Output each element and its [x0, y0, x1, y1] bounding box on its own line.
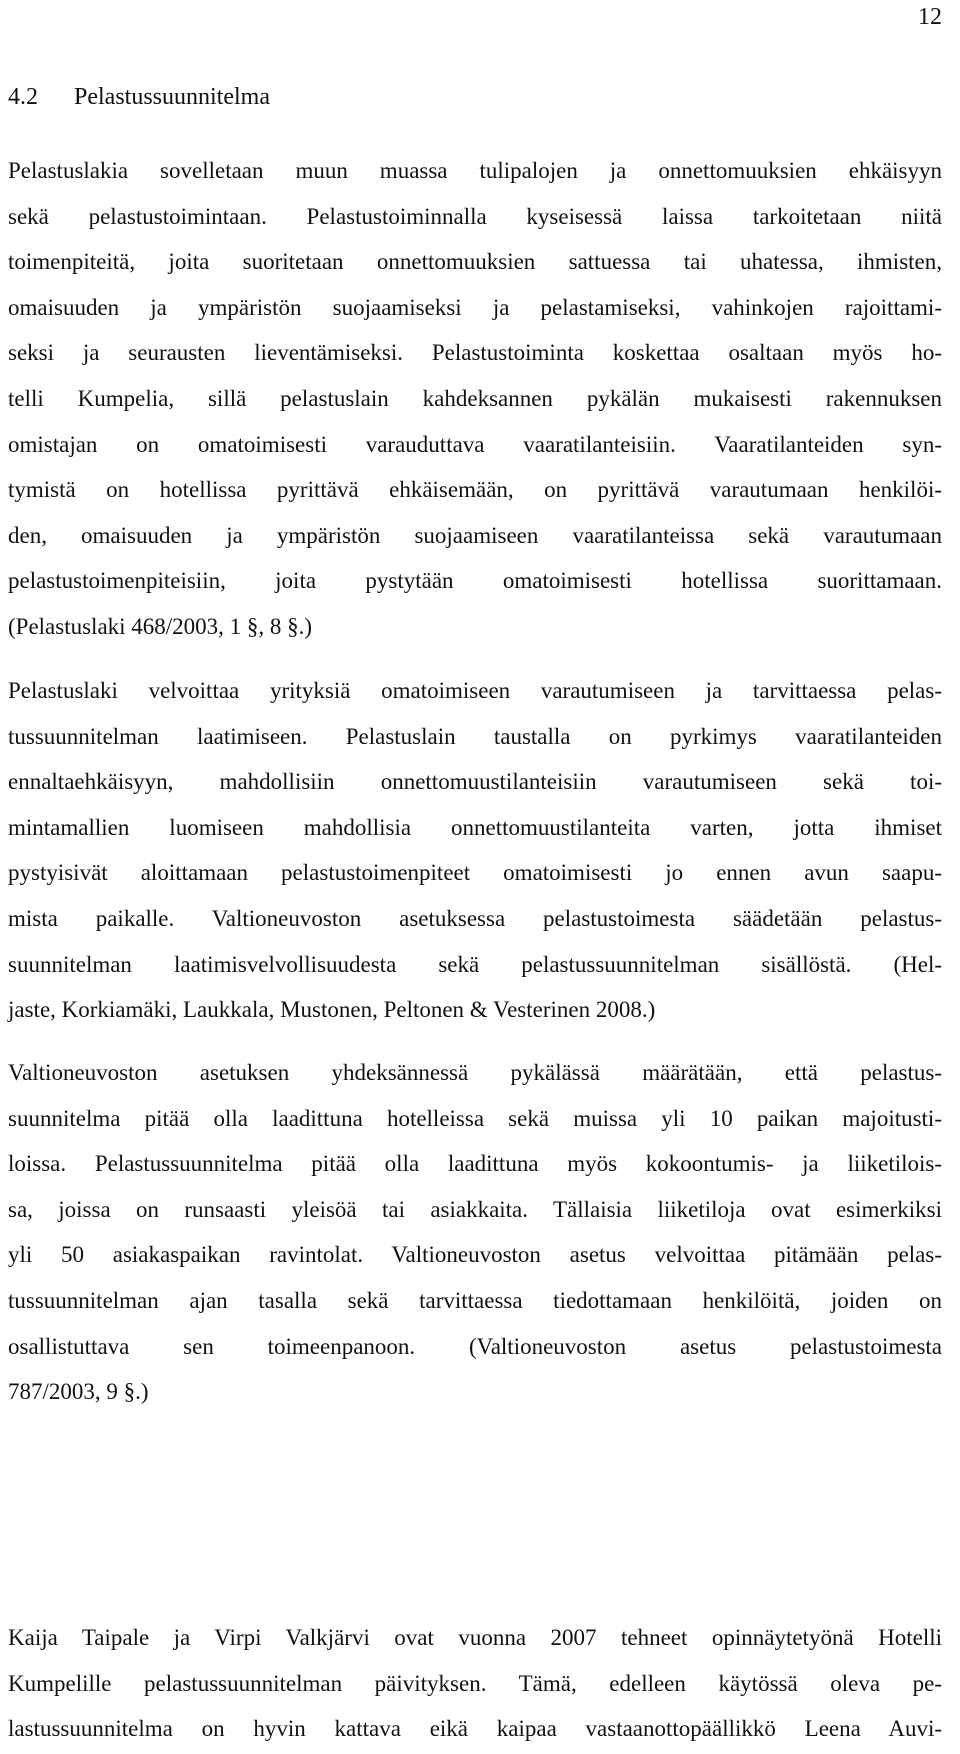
paragraph-line: yli 50 asiakaspaikan ravintolat. Valtioneuvoston asetus velvoittaa pitämään pelas- [8, 1242, 942, 1268]
paragraph-line: sekä pelastustoimintaan. Pelastustoiminnalla kyseisessä laissa tarkoitetaan niitä [8, 203, 942, 229]
section-title: Pelastussuunnitelma [74, 84, 270, 110]
paragraph-4 [8, 1615, 942, 1752]
paragraph-line: osallistuttava sen toimeenpanoon. (Valtioneuvoston asetus pelastustoimesta [8, 1333, 942, 1359]
paragraph-line: pystyisivät aloittamaan pelastustoimenpiteet omatoimisesti jo ennen avun saapu- [8, 860, 942, 886]
paragraph-line: suunnitelman laatimisvelvollisuudesta sekä pelastussuunnitelman sisällöstä. (Hel- [8, 951, 942, 977]
paragraph-line: jaste, Korkiamäki, Laukkala, Mustonen, Peltonen & Vesterinen 2008.) [8, 997, 656, 1023]
paragraph-line: tussuunnitelman laatimiseen. Pelastuslain taustalla on pyrkimys vaaratilanteiden [8, 723, 942, 749]
paragraph-line: pelastustoimenpiteisiin, joita pystytään omatoimisesti hotellissa suorittamaan. [8, 568, 942, 594]
paragraph-line: Kaija Taipale ja Virpi Valkjärvi ovat vuonna 2007 tehneet opinnäytetyönä Hotelli [8, 1625, 942, 1650]
paragraph-line: omaisuuden ja ympäristön suojaamiseksi ja pelastamiseksi, vahinkojen rajoittami- [8, 294, 942, 320]
paragraph-1 [8, 148, 942, 650]
paragraph-line: Valtioneuvoston asetuksen yhdeksännessä pykälässä määrätään, että pelastus- [8, 1060, 942, 1085]
section-heading [8, 82, 270, 112]
section-number: 4.2 [8, 84, 38, 110]
paragraph-line: Pelastuslakia sovelletaan muun muassa tulipalojen ja onnettomuuksien ehkäisyyn [8, 158, 942, 183]
paragraph-line: den, omaisuuden ja ympäristön suojaamiseen vaaratilanteissa sekä varautumaan [8, 522, 942, 548]
paragraph-2 [8, 668, 942, 1033]
paragraph-line: suunnitelma pitää olla laadittuna hotelleissa sekä muissa yli 10 paikan majoitusti- [8, 1105, 942, 1131]
paragraph-line: Pelastuslaki velvoittaa yrityksiä omatoimiseen varautumiseen ja tarvittaessa pelas- [8, 678, 942, 703]
paragraph-line: sa, joissa on runsaasti yleisöä tai asiakkaita. Tällaisia liiketiloja ovat esimerkiksi [8, 1196, 942, 1222]
paragraph-line: 787/2003, 9 §.) [8, 1379, 149, 1405]
paragraph-line: lastussuunnitelma on hyvin kattava eikä kaipaa vastaanottopäällikkö Leena Auvi- [8, 1716, 942, 1742]
paragraph-line: tymistä on hotellissa pyrittävä ehkäisemään, on pyrittävä varautumaan henkilöi- [8, 477, 942, 503]
paragraph-line: mintamallien luomiseen mahdollisia onnettomuustilanteita varten, jotta ihmiset [8, 814, 942, 840]
paragraph-line: ennaltaehkäisyyn, mahdollisiin onnettomuustilanteisiin varautumiseen sekä toi- [8, 769, 942, 795]
paragraph-line: seksi ja seurausten lieventämiseksi. Pelastustoiminta koskettaa osaltaan myös ho- [8, 340, 942, 366]
paragraph-line: (Pelastuslaki 468/2003, 1 §, 8 §.) [8, 613, 313, 639]
paragraph-line: mista paikalle. Valtioneuvoston asetuksessa pelastustoimesta säädetään pelastus- [8, 905, 942, 931]
paragraph-line: toimenpiteitä, joita suoritetaan onnettomuuksien sattuessa tai uhatessa, ihmisten, [8, 249, 942, 275]
paragraph-line: omistajan on omatoimisesti varauduttava vaaratilanteisiin. Vaaratilanteiden syn- [8, 431, 942, 457]
paragraph-line: telli Kumpelia, sillä pelastuslain kahdeksannen pykälän mukaisesti rakennuksen [8, 385, 942, 411]
page-number: 12 [918, 4, 942, 30]
paragraph-line: tussuunnitelman ajan tasalla sekä tarvittaessa tiedottamaan henkilöitä, joiden on [8, 1287, 942, 1313]
paragraph-line: Kumpelille pelastussuunnitelman päivityksen. Tämä, edelleen käytössä oleva pe- [8, 1670, 942, 1696]
paragraph-3 [8, 1050, 942, 1415]
paragraph-line: loissa. Pelastussuunnitelma pitää olla laadittuna myös kokoontumis- ja liiketilois- [8, 1151, 942, 1177]
